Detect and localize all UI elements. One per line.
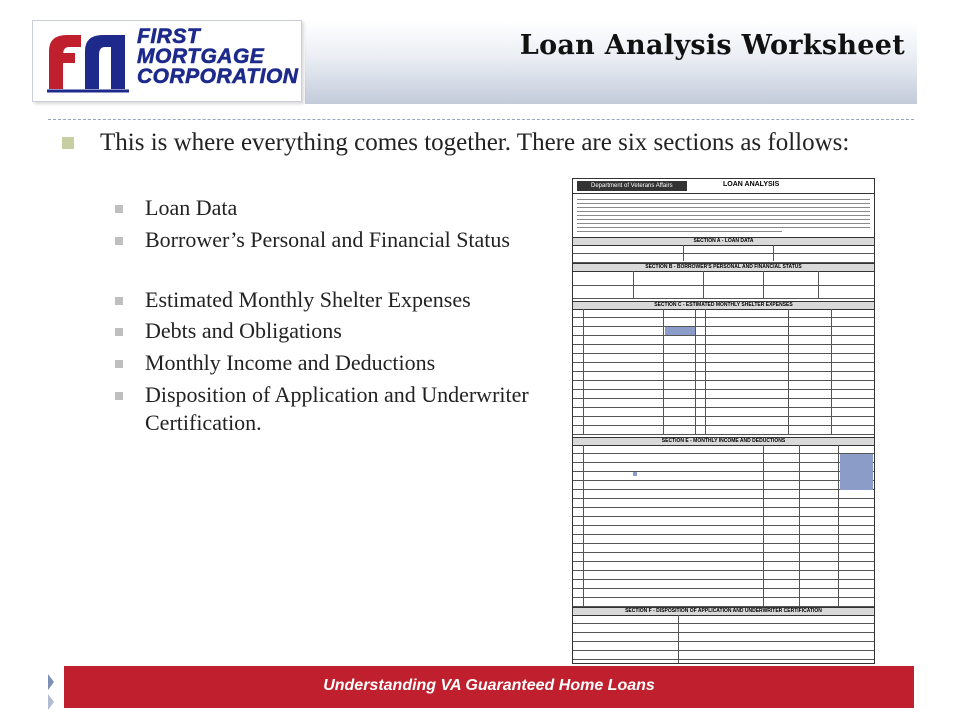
- logo-line-3: CORPORATION: [137, 65, 299, 88]
- slide-header: [0, 0, 960, 120]
- sub-bullet-text: Monthly Income and Deductions: [145, 350, 436, 375]
- form-section-b-grid: [573, 271, 874, 299]
- square-bullet-icon: [115, 297, 123, 305]
- form-section-a: SECTION A - LOAN DATA: [573, 237, 874, 246]
- sub-bullet-text: Loan Data: [145, 195, 238, 220]
- logo-wordmark: [137, 27, 298, 87]
- form-section-c: SECTION C - ESTIMATED MONTHLY SHELTER EXPENSES: [573, 301, 874, 310]
- footer-banner: Understanding VA Guaranteed Home Loans: [64, 666, 914, 708]
- logo-line-1: FIRST: [137, 25, 201, 48]
- square-bullet-icon: [115, 392, 123, 400]
- square-bullet-icon: [115, 237, 123, 245]
- logo-line-2: MORTGAGE: [137, 45, 265, 68]
- form-header: [573, 179, 874, 194]
- sub-bullet-text: Borrower’s Personal and Financial Status: [145, 227, 510, 252]
- sub-bullet-text: Disposition of Application and Underwriter Certification.: [145, 382, 529, 435]
- sub-bullet-text: Estimated Monthly Shelter Expenses: [145, 287, 471, 312]
- square-bullet-icon: [62, 137, 74, 149]
- form-section-f-grid: [573, 615, 874, 664]
- form-section-c-grid: [573, 309, 874, 435]
- intro-text: This is where everything comes together. There are six sections as follows:: [100, 129, 850, 156]
- header-divider: [48, 119, 914, 120]
- loan-analysis-form-image: [572, 178, 875, 664]
- sub-bullet-text: Debts and Obligations: [145, 318, 342, 343]
- slide-title: Loan Analysis Worksheet: [519, 30, 905, 61]
- footer-arrow-icon: [44, 666, 64, 712]
- form-section-e-grid: [573, 445, 874, 616]
- square-bullet-icon: [115, 360, 123, 368]
- form-title: LOAN ANALYSIS: [723, 181, 780, 188]
- form-section-e: SECTION E - MONTHLY INCOME AND DEDUCTIONS: [573, 437, 874, 446]
- form-section-f: SECTION F - DISPOSITION OF APPLICATION AND UNDERWRITER CERTIFICATION: [573, 607, 874, 616]
- square-bullet-icon: [115, 328, 123, 336]
- square-bullet-icon: [115, 205, 123, 213]
- company-logo: [32, 20, 302, 102]
- form-section-a-grid: [573, 245, 874, 263]
- form-department: Department of Veterans Affairs: [577, 181, 687, 191]
- form-privacy-text: [577, 199, 870, 235]
- form-section-b: SECTION B - BORROWER'S PERSONAL AND FINANCIAL STATUS: [573, 263, 874, 272]
- logo-mark-icon: [41, 29, 131, 93]
